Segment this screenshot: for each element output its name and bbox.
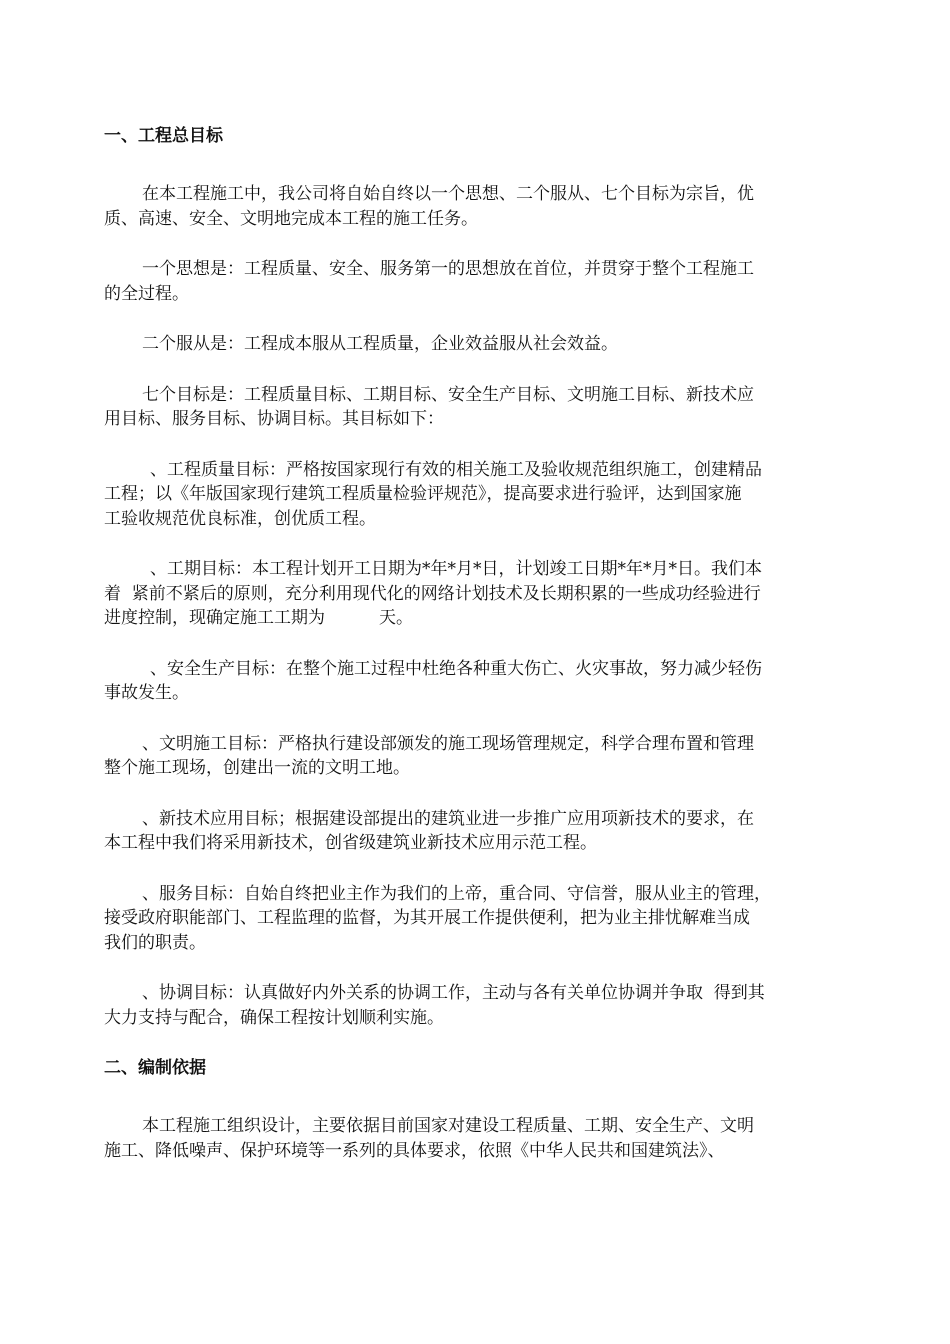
paragraph-line: 、文明施工目标：严格执行建设部颁发的施工现场管理规定，科学合理布置和管理 — [142, 733, 754, 754]
paragraph-two-obey — [104, 332, 844, 357]
goal-service — [104, 882, 844, 956]
paragraph-line: 本工程施工组织设计，主要依据目前国家对建设工程质量、工期、安全生产、文明 — [142, 1116, 754, 1136]
goal-coordination — [104, 981, 844, 1030]
document-page — [104, 124, 844, 1163]
paragraph-line: 、新技术应用目标；根据建设部提出的建筑业进一步推广应用项新技术的要求，在 — [142, 808, 754, 829]
paragraph-line: 二个服从是：工程成本服从工程质量，企业效益服从社会效益。 — [142, 334, 618, 354]
goal-safety — [104, 657, 844, 706]
paragraph-line: 我们的职责。 — [104, 932, 206, 953]
goal-quality — [104, 458, 844, 532]
paragraph-line: 本工程中我们将采用新技术，创省级建筑业新技术应用示范工程。 — [104, 833, 597, 853]
goal-new-technology — [104, 807, 844, 856]
paragraph-line: 用目标、服务目标、协调目标。其目标如下： — [104, 409, 444, 429]
paragraph-line: 进度控制，现确定施工工期为 天。 — [104, 608, 414, 628]
paragraph-seven-goals — [104, 383, 844, 432]
paragraph-line: 施工、降低噪声、保护环境等一系列的具体要求，依照《中华人民共和国建筑法》、 — [104, 1140, 725, 1161]
paragraph-line: 七个目标是：工程质量目标、工期目标、安全生产目标、文明施工目标、新技术应 — [142, 384, 754, 405]
section-heading-goals: 一、工程总目标 — [104, 126, 223, 146]
paragraph-line: 工验收规范优良标准，创优质工程。 — [104, 508, 376, 529]
paragraph-line: 事故发生。 — [104, 683, 189, 703]
paragraph-line: 、服务目标：自始自终把业主作为我们的上帝，重合同、守信誉，服从业主的管理， — [142, 883, 771, 904]
paragraph-line: 、工程质量目标：严格按国家现行有效的相关施工及验收规范组织施工，创建精品 — [150, 459, 762, 480]
paragraph-line: 、安全生产目标：在整个施工过程中杜绝各种重大伤亡、火灾事故，努力减少轻伤 — [150, 658, 762, 679]
paragraph-basis — [104, 1114, 844, 1163]
paragraph-line: 、工期目标：本工程计划开工日期为*年*月*日，计划竣工日期*年*月*日。我们本 — [150, 559, 762, 579]
section-heading-basis: 二、编制依据 — [104, 1058, 206, 1078]
paragraph-line: 的全过程。 — [104, 283, 189, 304]
paragraph-line: 整个施工现场，创建出一流的文明工地。 — [104, 758, 410, 778]
goal-schedule — [104, 557, 844, 631]
paragraph-line: 接受政府职能部门、工程监理的监督，为其开展工作提供便利，把为业主排忧解难当成 — [104, 908, 750, 928]
paragraph-line: 在本工程施工中，我公司将自始自终以一个思想、二个服从、七个目标为宗旨，优 — [142, 184, 754, 204]
paragraph-line: 工程；以《年版国家现行建筑工程质量检验评规范》，提高要求进行验评，达到国家施 — [104, 484, 742, 504]
paragraph-one-idea — [104, 257, 844, 306]
paragraph-line: 着 紧前不紧后的原则，充分利用现代化的网络计划技术及长期积累的一些成功经验进行 — [104, 583, 761, 604]
goal-civilized-construction — [104, 732, 844, 781]
paragraph-line: 、协调目标：认真做好内外关系的协调工作，主动与各有关单位协调并争取 得到其 — [142, 983, 765, 1003]
paragraph-intro — [104, 182, 844, 231]
paragraph-line: 大力支持与配合，确保工程按计划顺利实施。 — [104, 1007, 444, 1028]
paragraph-line: 质、高速、安全、文明地完成本工程的施工任务。 — [104, 208, 478, 229]
paragraph-line: 一个思想是：工程质量、安全、服务第一的思想放在首位，并贯穿于整个工程施工 — [142, 259, 754, 279]
